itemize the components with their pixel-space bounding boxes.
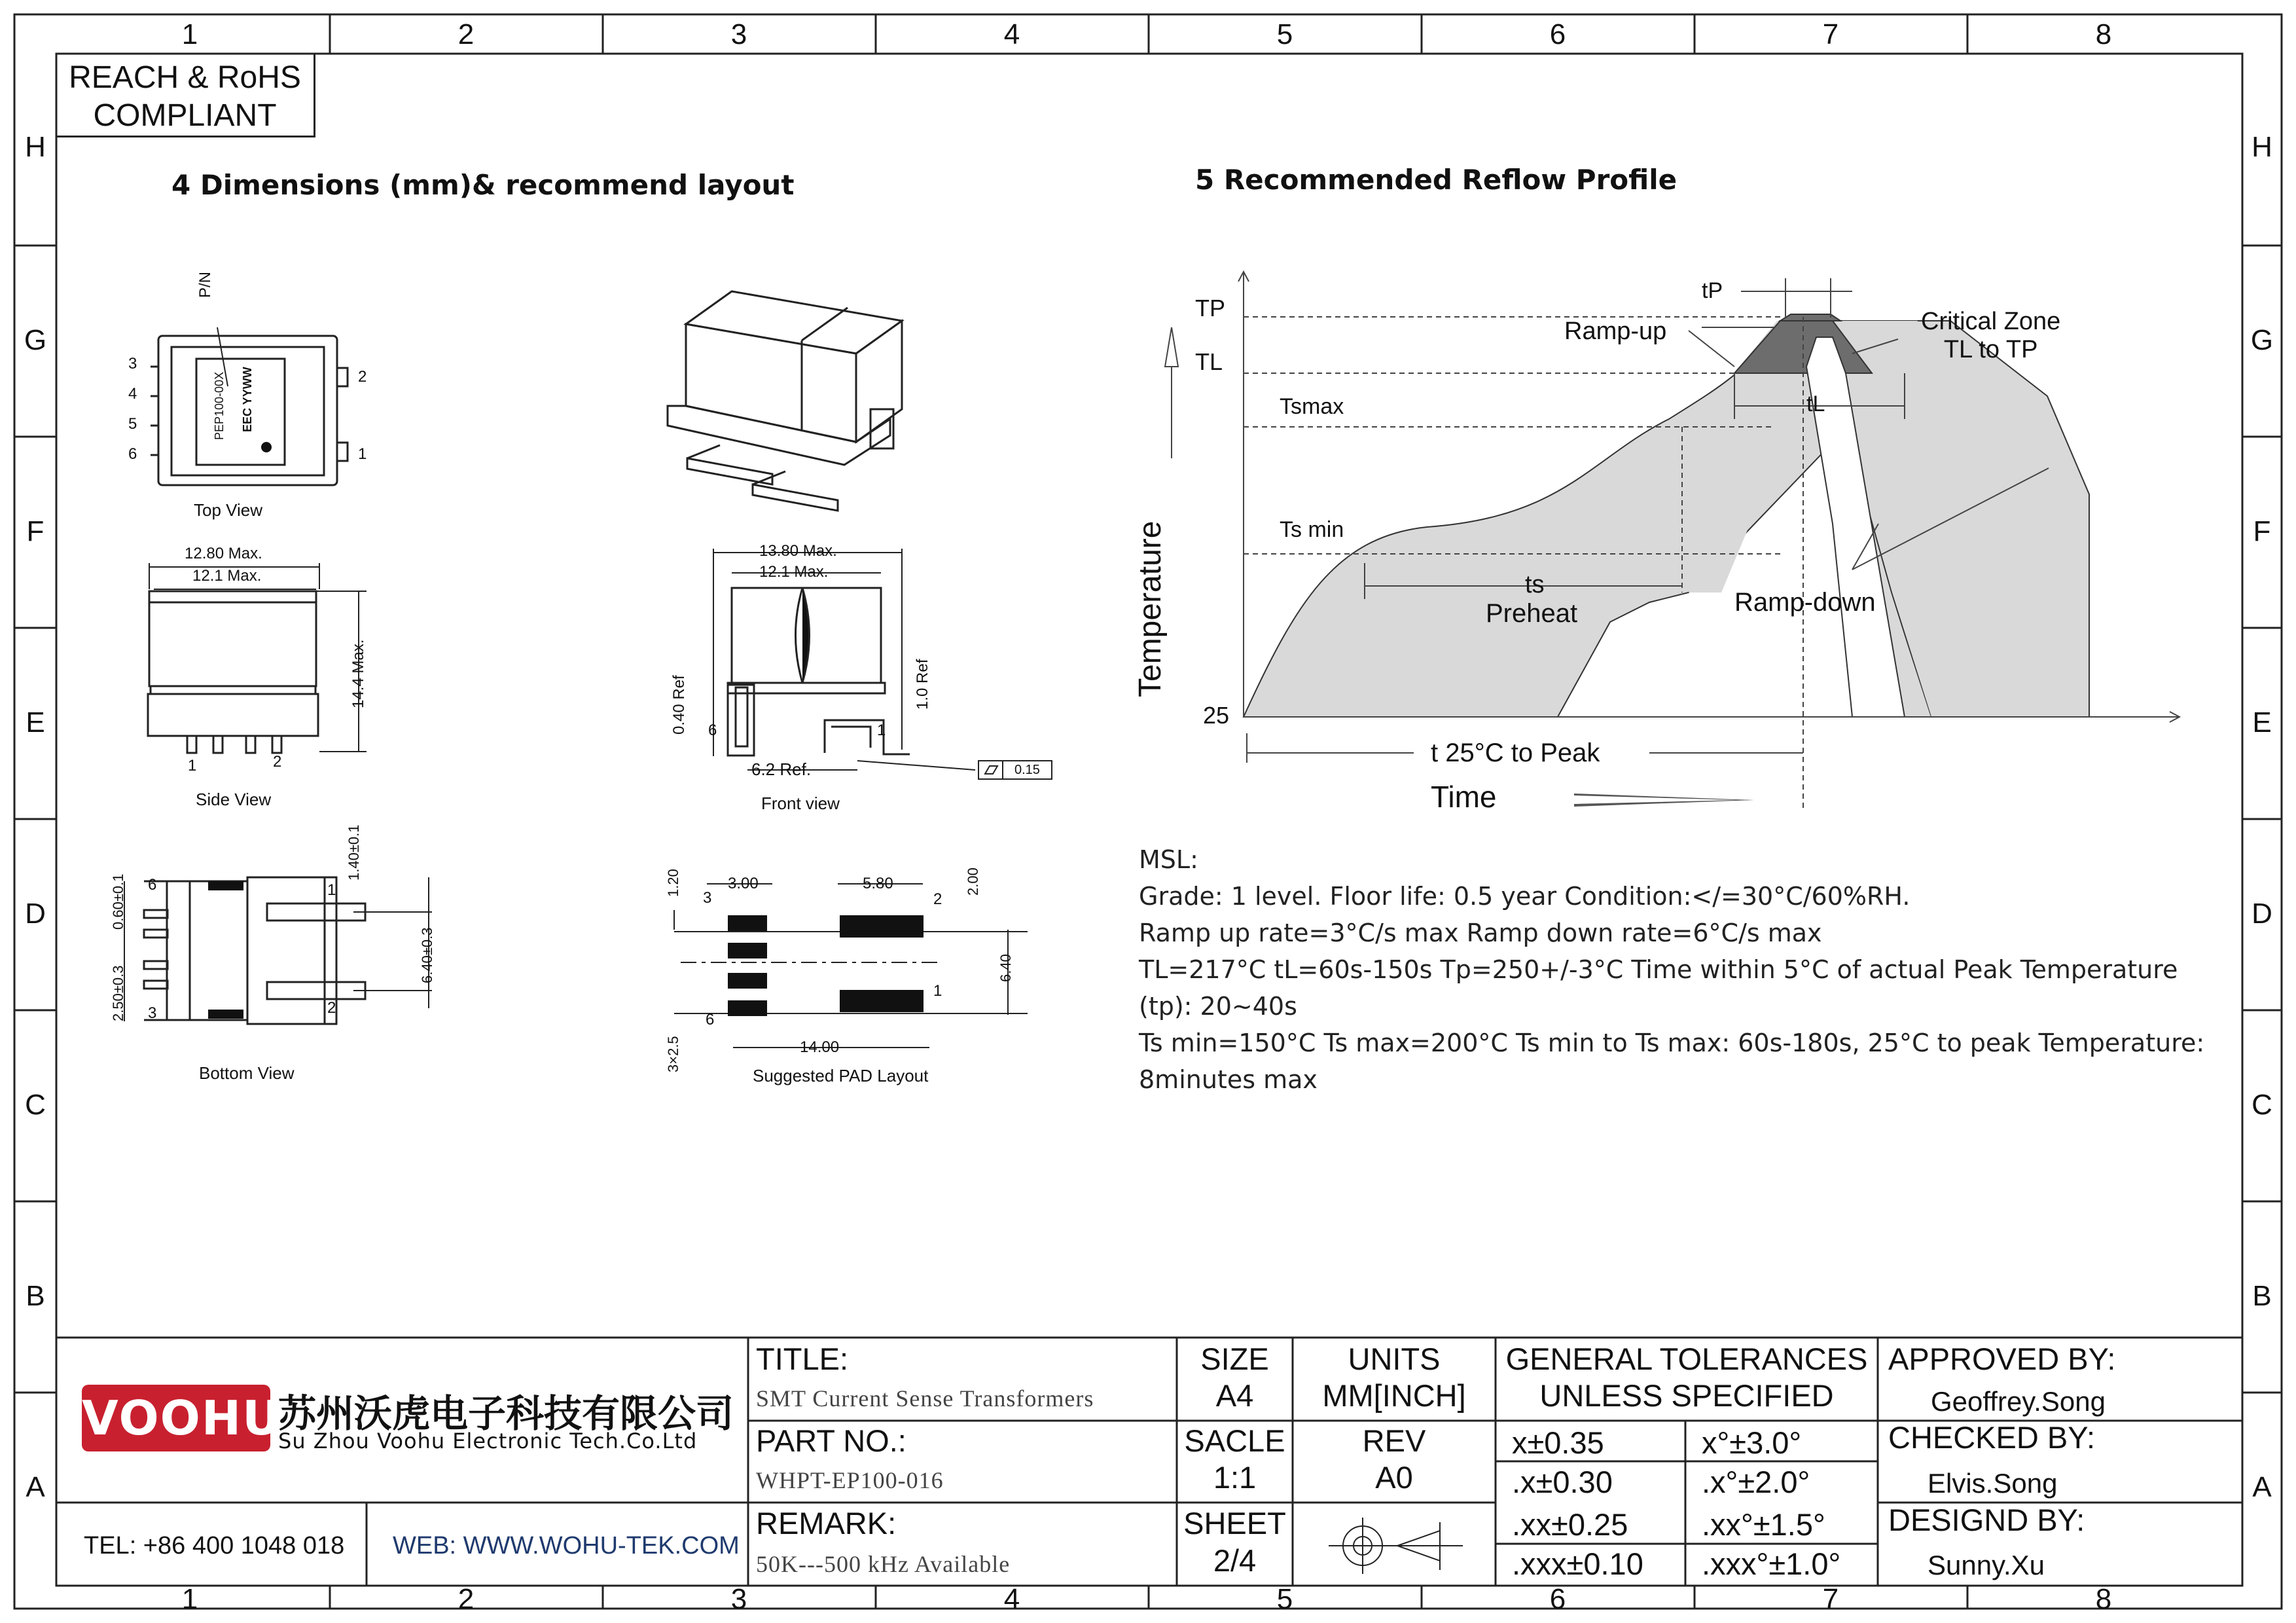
column-label: 6 — [1549, 1583, 1566, 1615]
units-value: MM[INCH] — [1322, 1378, 1466, 1413]
tolerance-angular: x°±3.0° — [1702, 1425, 1802, 1460]
row-label: F — [2253, 515, 2271, 547]
critical-zone-line2: TL to TP — [1943, 336, 2038, 363]
section5-title: 5 Recommended Reflow Profile — [1195, 164, 1677, 196]
remark-value: 50K---500 kHz Available — [756, 1551, 1011, 1577]
column-label: 1 — [181, 1583, 198, 1615]
rev-value: A0 — [1375, 1460, 1413, 1495]
pin-label: 2 — [273, 753, 282, 771]
column-label: 8 — [2095, 18, 2112, 50]
msl-line: Ramp up rate=3°C/s max Ramp down rate=6°C/s max — [1139, 919, 1822, 947]
row-label: C — [2251, 1089, 2272, 1121]
pin-label: 2 — [933, 890, 942, 908]
sheet-label: SHEET — [1183, 1506, 1286, 1541]
compliance-line1: REACH & RoHS — [69, 60, 301, 95]
row-label: H — [2251, 131, 2272, 163]
company-name-en: Su Zhou Voohu Electronic Tech.Co.Ltd — [278, 1429, 698, 1453]
pin-label: 3 — [703, 889, 712, 907]
design-label: DESIGND BY: — [1888, 1503, 2085, 1537]
row-label: E — [26, 706, 45, 739]
dim-label: 1.20 — [665, 869, 681, 897]
pin-label: 3 — [148, 1004, 157, 1022]
row-label: G — [2250, 324, 2274, 356]
remark-label: REMARK: — [756, 1506, 897, 1541]
dim-label: 2.00 — [965, 867, 981, 896]
dim-label: 12.1 Max. — [759, 563, 829, 581]
column-label: 2 — [457, 18, 475, 50]
tolerance-angular: .xxx°±1.0° — [1702, 1546, 1841, 1581]
compliance-line2: COMPLIANT — [93, 98, 277, 133]
telephone: TEL: +86 400 1048 018 — [84, 1532, 345, 1559]
dim-label: 13.80 Max. — [759, 542, 837, 560]
dim-label: 6.40 — [997, 954, 1014, 982]
msl-line: Ts min=150°C Ts max=200°C Ts min to Ts max: 60s-180s, 25°C to peak Temperature: — [1139, 1029, 2205, 1057]
column-label: 4 — [1003, 1583, 1020, 1615]
pin-label: 1 — [933, 982, 942, 1000]
pin-label: 6 — [148, 876, 157, 894]
scale-value: 1:1 — [1213, 1460, 1257, 1495]
msl-line: MSL: — [1139, 845, 1198, 874]
pin-label: 1 — [327, 881, 336, 899]
msl-line: Grade: 1 level. Floor life: 0.5 year Condition:</=30°C/60%RH. — [1139, 882, 1910, 911]
design-value: Sunny.Xu — [1928, 1550, 2045, 1580]
company-logo: VOOHU — [82, 1385, 270, 1451]
row-label: B — [26, 1280, 45, 1312]
dim-label: 6.2 Ref. — [751, 759, 812, 779]
row-label: G — [24, 324, 47, 356]
tp-label: TP — [1195, 295, 1226, 321]
tolerance-linear: x±0.35 — [1512, 1425, 1604, 1460]
units-label: UNITS — [1348, 1341, 1441, 1376]
dim-label: 12.1 Max. — [192, 567, 262, 585]
ramp-up-label: Ramp-up — [1564, 318, 1667, 345]
pin-label: 4 — [128, 385, 137, 403]
title-label: TITLE: — [756, 1341, 849, 1376]
flatness-value: 0.15 — [1014, 763, 1040, 777]
website-link[interactable]: WEB: WWW.WOHU-TEK.COM — [393, 1532, 740, 1559]
critical-zone-line1: Critical Zone — [1921, 308, 2061, 335]
section4-title: 4 Dimensions (mm)& recommend layout — [171, 169, 795, 201]
ramp-down-label: Ramp-down — [1734, 588, 1876, 617]
t25-peak-label: t 25°C to Peak — [1431, 739, 1600, 767]
preheat-label: Preheat — [1486, 599, 1578, 628]
dim-label: 3.00 — [728, 875, 759, 892]
column-label: 4 — [1003, 18, 1020, 50]
tolerance-linear: .xxx±0.10 — [1512, 1546, 1643, 1581]
x-axis-label: Time — [1431, 780, 1497, 814]
brand-marking: EEC YYWW — [241, 367, 254, 432]
pin-label: 2 — [358, 368, 367, 386]
tp-time-label: tP — [1702, 278, 1723, 303]
scale-label: SACLE — [1184, 1423, 1285, 1458]
pad-layout-caption: Suggested PAD Layout — [753, 1066, 929, 1085]
company-name-cn: 苏州沃虎电子科技有限公司 — [278, 1391, 734, 1436]
dim-label: 2.50±0.3 — [110, 965, 126, 1021]
dim-label: 14.00 — [800, 1038, 840, 1056]
msl-line: TL=217°C tL=60s-150s Tp=250+/-3°C Time within 5°C of actual Peak Temperature — [1139, 955, 2178, 984]
checked-value: Elvis.Song — [1928, 1468, 2058, 1499]
column-label: 7 — [1822, 18, 1839, 50]
part-no-value: WHPT-EP100-016 — [756, 1467, 944, 1493]
front-view-caption: Front view — [761, 793, 840, 813]
dim-label: 0.40 Ref — [670, 675, 688, 735]
rev-label: REV — [1362, 1423, 1426, 1458]
side-view-caption: Side View — [196, 790, 272, 809]
pin-label: 1 — [877, 721, 886, 739]
column-label: 3 — [730, 1583, 747, 1615]
dim-label: 1.40±0.1 — [346, 824, 362, 881]
sheet-value: 2/4 — [1213, 1543, 1257, 1578]
dim-label: 6.40±0.3 — [419, 927, 435, 983]
row-label: D — [2251, 898, 2272, 930]
pin-label: 1 — [358, 445, 367, 463]
row-label: A — [2252, 1471, 2272, 1503]
row-label: A — [26, 1471, 45, 1503]
row-label: C — [25, 1089, 46, 1121]
tolerance-angular: .x°±2.0° — [1702, 1465, 1810, 1499]
checked-label: CHECKED BY: — [1888, 1420, 2096, 1455]
pin-label: 1 — [188, 757, 197, 775]
dim-label: 0.60±0.1 — [110, 873, 126, 930]
column-label: 2 — [457, 1583, 475, 1615]
pin-label: 3 — [128, 355, 137, 373]
size-label: SIZE — [1200, 1341, 1269, 1376]
column-label: 8 — [2095, 1583, 2112, 1615]
part-no-label: PART NO.: — [756, 1423, 906, 1458]
dim-label: 12.80 Max. — [185, 545, 262, 562]
tolerance-linear: .xx±0.25 — [1512, 1507, 1628, 1542]
y-25-label: 25 — [1203, 702, 1230, 729]
column-label: 5 — [1276, 18, 1293, 50]
tolerance-title: GENERAL TOLERANCES — [1505, 1341, 1868, 1376]
title-value: SMT Current Sense Transformers — [756, 1385, 1094, 1412]
tsmax-label: Tsmax — [1280, 394, 1344, 419]
column-label: 5 — [1276, 1583, 1293, 1615]
top-view-caption: Top View — [194, 500, 263, 520]
msl-line: (tp): 20~40s — [1139, 992, 1297, 1021]
pn-label: P/N — [196, 271, 214, 298]
pin-label: 6 — [706, 1011, 715, 1029]
size-value: A4 — [1215, 1378, 1254, 1413]
pin-label: 6 — [708, 721, 717, 739]
tsmin-label: Ts min — [1280, 517, 1344, 542]
approved-value: Geoffrey.Song — [1931, 1386, 2106, 1417]
tolerance-linear: .x±0.30 — [1512, 1465, 1613, 1499]
dim-label: 14.4 Max. — [350, 639, 367, 708]
tl-time-label: tL — [1806, 392, 1825, 416]
row-label: B — [2252, 1280, 2272, 1312]
row-label: D — [25, 898, 46, 930]
part-marking: PEP100-00X — [213, 371, 226, 440]
pin-label: 6 — [128, 445, 137, 463]
row-label: H — [25, 131, 46, 163]
tolerance-angular: .xx°±1.5° — [1702, 1507, 1825, 1542]
column-label: 7 — [1822, 1583, 1839, 1615]
approved-label: APPROVED BY: — [1888, 1341, 2116, 1376]
tolerance-subtitle: UNLESS SPECIFIED — [1539, 1378, 1834, 1413]
pin-label: 2 — [327, 999, 336, 1017]
pin-label: 5 — [128, 415, 137, 433]
column-label: 1 — [181, 18, 198, 50]
tl-label: TL — [1195, 348, 1223, 375]
msl-line: 8minutes max — [1139, 1065, 1318, 1094]
bottom-view-caption: Bottom View — [199, 1063, 295, 1083]
row-label: E — [2252, 706, 2272, 739]
y-axis-label: Temperature — [1133, 520, 1168, 697]
column-label: 3 — [730, 18, 747, 50]
row-label: F — [26, 515, 45, 547]
dim-label: 5.80 — [863, 875, 893, 892]
dim-label: 3×2.5 — [665, 1036, 681, 1072]
dim-label: 1.0 Ref — [914, 659, 931, 710]
column-label: 6 — [1549, 18, 1566, 50]
ts-label: ts — [1525, 571, 1545, 598]
